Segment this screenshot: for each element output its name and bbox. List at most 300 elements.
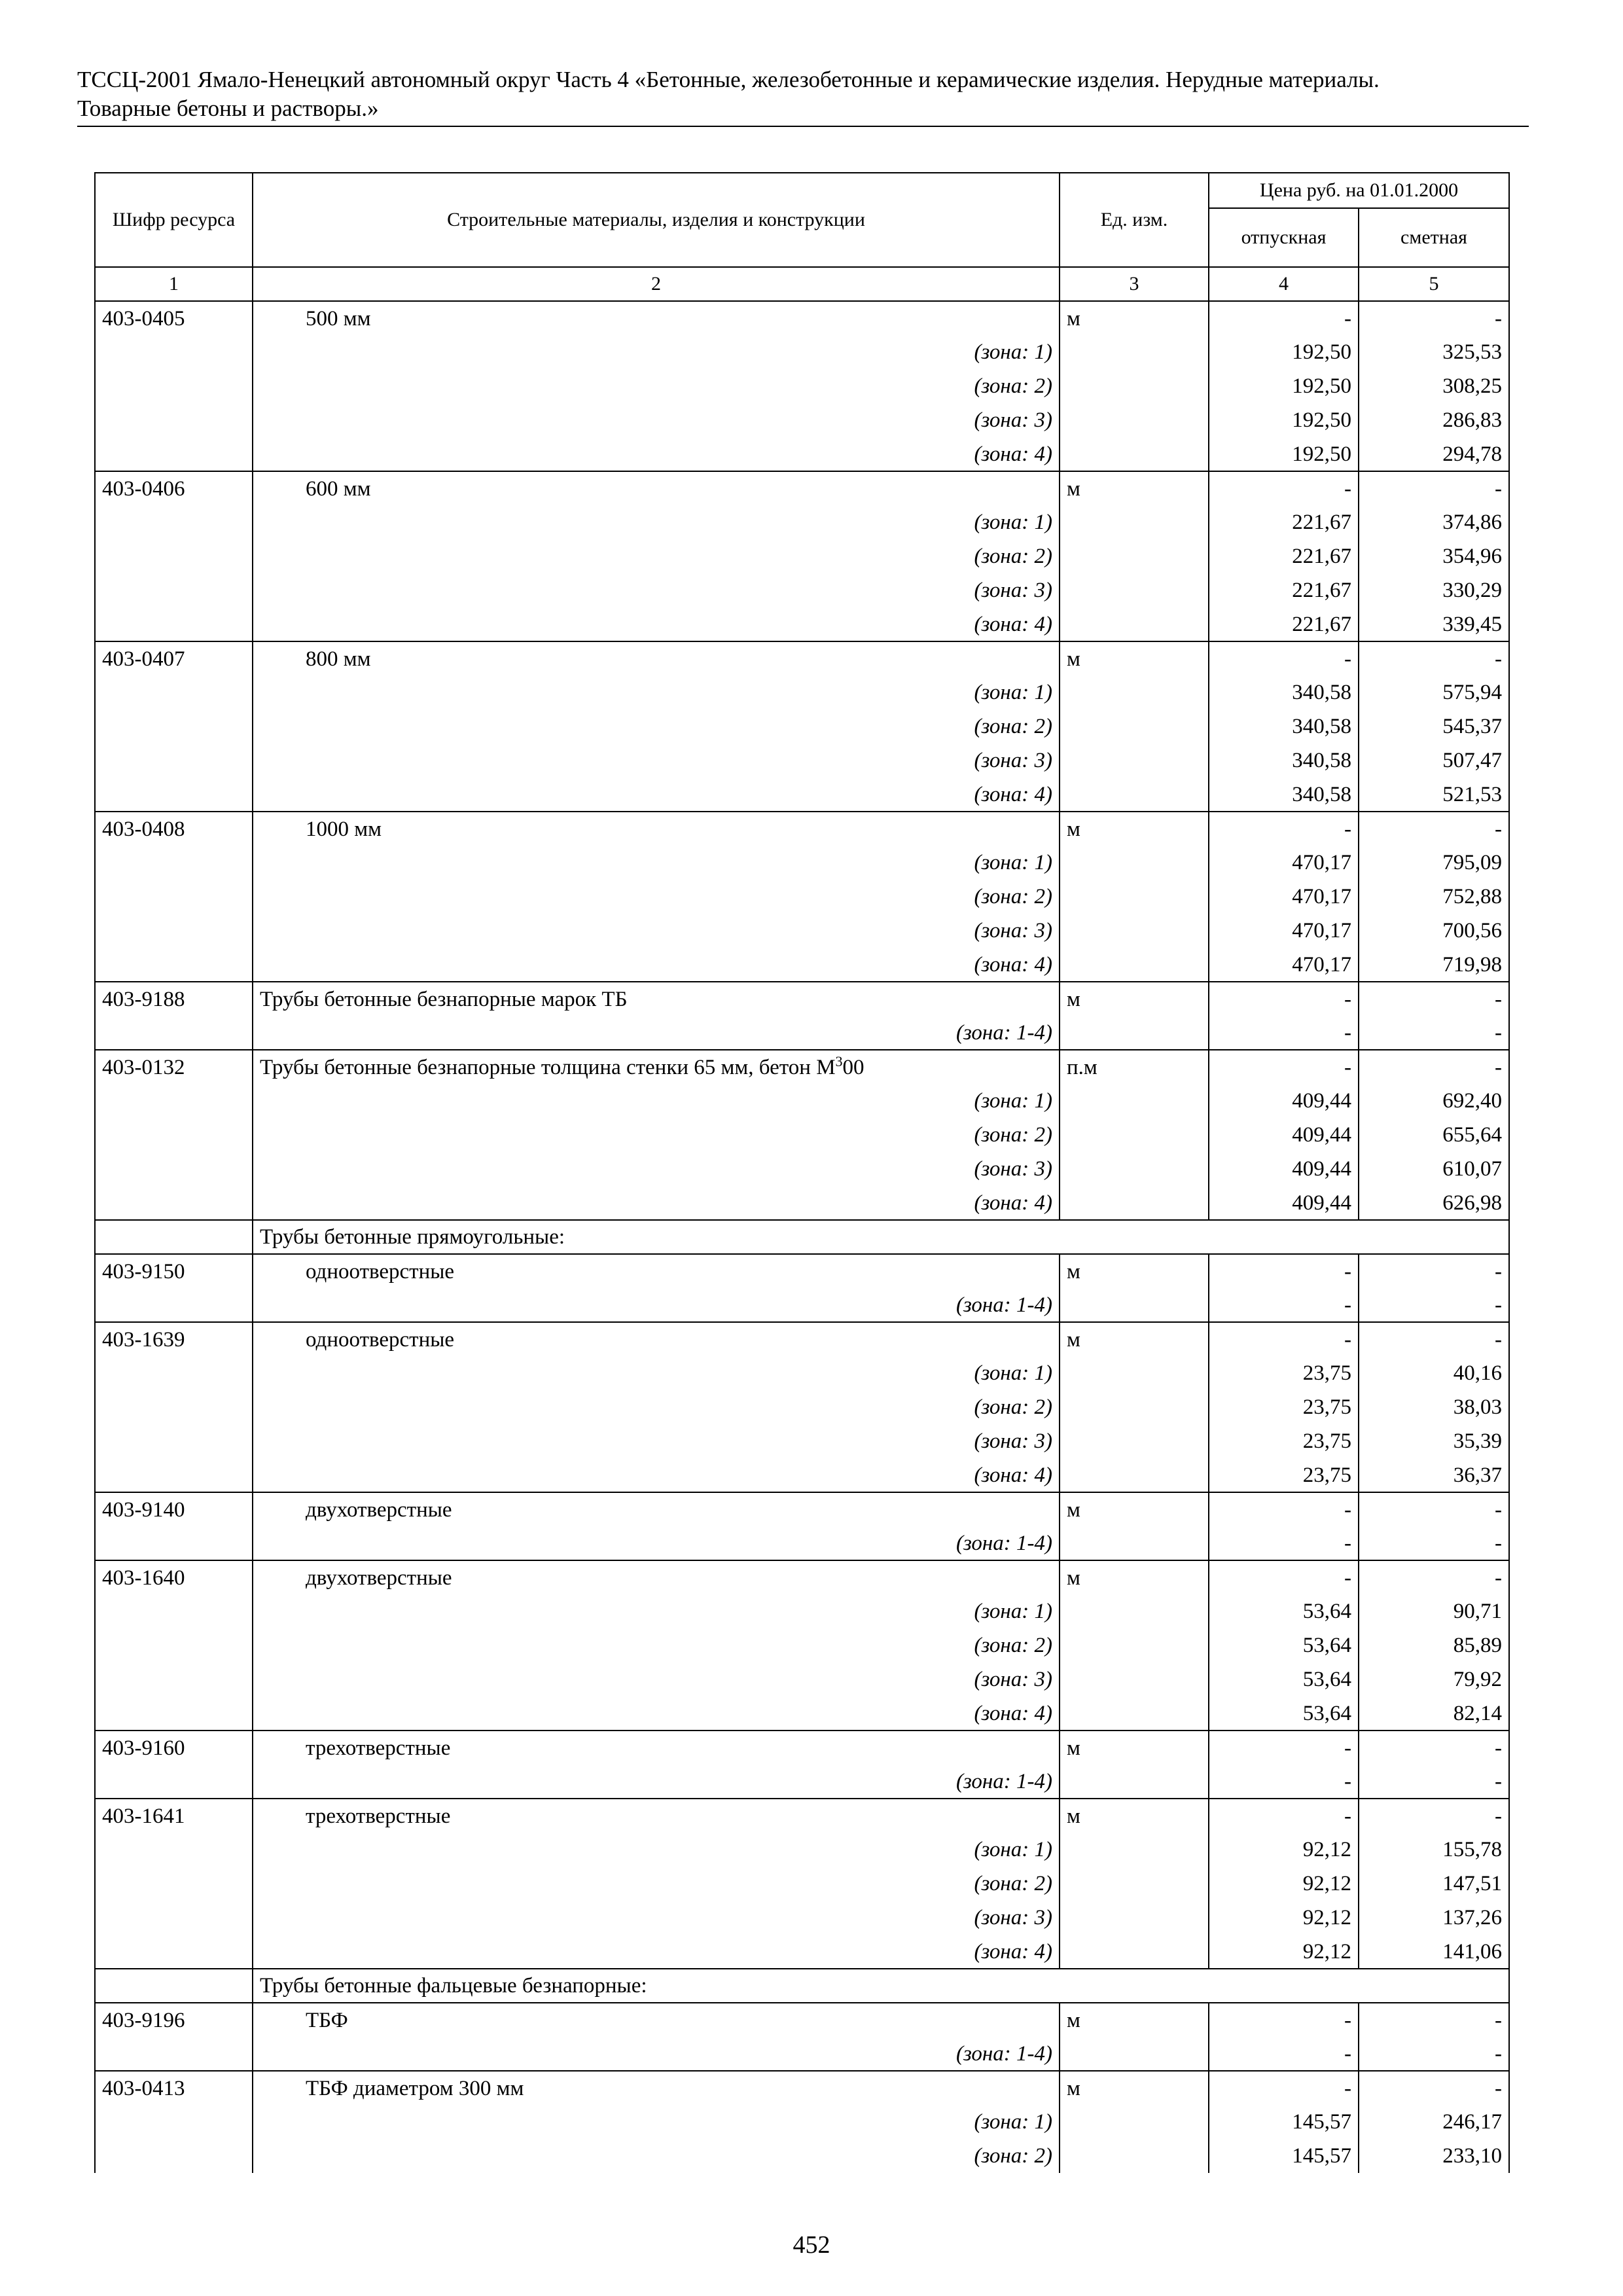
zone-label: (зона: 2)	[253, 1867, 1060, 1901]
price-estimate: 507,47	[1359, 744, 1509, 778]
price-release: 470,17	[1209, 948, 1359, 982]
resource-code	[95, 846, 253, 880]
price-estimate: -	[1359, 1492, 1509, 1526]
price-release: 192,50	[1209, 437, 1359, 471]
price-release: 340,58	[1209, 709, 1359, 744]
price-estimate: -	[1359, 1799, 1509, 1833]
price-release: -	[1209, 471, 1359, 505]
price-estimate: 610,07	[1359, 1152, 1509, 1186]
price-release: -	[1209, 1050, 1359, 1084]
zone-row	[95, 1152, 1509, 1186]
resource-code	[95, 1901, 253, 1935]
resource-code	[95, 675, 253, 709]
price-release: -	[1209, 1765, 1359, 1799]
zone-label: (зона: 2)	[253, 709, 1060, 744]
resource-code	[95, 403, 253, 437]
price-estimate: -	[1359, 1526, 1509, 1560]
resource-code: 403-0132	[95, 1050, 253, 1084]
zone-row	[95, 744, 1509, 778]
zone-label: (зона: 3)	[253, 914, 1060, 948]
price-estimate: 90,71	[1359, 1594, 1509, 1628]
col-header-price-release: отпускная	[1209, 208, 1359, 267]
price-release: 340,58	[1209, 744, 1359, 778]
unit-cell	[1060, 1696, 1209, 1731]
unit-cell	[1060, 505, 1209, 539]
resource-name-text: 600 мм	[306, 476, 371, 501]
resource-name-tail: 00	[842, 1055, 865, 1079]
resource-name	[253, 812, 1060, 846]
unit-cell	[1060, 1390, 1209, 1424]
price-release: 23,75	[1209, 1390, 1359, 1424]
resource-code: 403-0413	[95, 2071, 253, 2105]
table-body	[95, 301, 1509, 2173]
unit-cell	[1060, 744, 1209, 778]
price-release: -	[1209, 1492, 1359, 1526]
resource-code	[95, 1458, 253, 1492]
page-number: 452	[793, 2231, 830, 2259]
resource-name	[253, 1799, 1060, 1833]
price-estimate: -	[1359, 1560, 1509, 1594]
price-estimate: 79,92	[1359, 1662, 1509, 1696]
price-estimate: 246,17	[1359, 2105, 1509, 2139]
zone-label: (зона: 1-4)	[253, 2037, 1060, 2071]
price-estimate: -	[1359, 2071, 1509, 2105]
resource-name	[253, 2003, 1060, 2037]
price-estimate: 35,39	[1359, 1424, 1509, 1458]
zone-row	[95, 1628, 1509, 1662]
resource-code	[95, 505, 253, 539]
resource-code	[95, 1424, 253, 1458]
price-release: 409,44	[1209, 1118, 1359, 1152]
zone-row	[95, 403, 1509, 437]
price-estimate: -	[1359, 2037, 1509, 2071]
resource-code	[95, 2105, 253, 2139]
resource-code: 403-0408	[95, 812, 253, 846]
zone-row	[95, 2037, 1509, 2071]
unit-cell	[1060, 1152, 1209, 1186]
zone-row	[95, 1186, 1509, 1220]
unit-cell: м	[1060, 982, 1209, 1016]
price-estimate: 626,98	[1359, 1186, 1509, 1220]
price-estimate: -	[1359, 1322, 1509, 1356]
price-release: 221,67	[1209, 573, 1359, 607]
col-header-unit: Ед. изм.	[1060, 173, 1209, 267]
price-estimate: -	[1359, 471, 1509, 505]
price-release: -	[1209, 1016, 1359, 1050]
zone-label: (зона: 1-4)	[253, 1288, 1060, 1322]
section-title: Трубы бетонные прямоугольные:	[253, 1220, 1509, 1254]
zone-label: (зона: 3)	[253, 744, 1060, 778]
resource-name-text: одноотверстные	[306, 1259, 455, 1283]
zone-row	[95, 2139, 1509, 2173]
price-release: 221,67	[1209, 607, 1359, 641]
price-estimate: -	[1359, 1254, 1509, 1288]
unit-cell	[1060, 573, 1209, 607]
zone-label: (зона: 1)	[253, 1833, 1060, 1867]
resource-code	[95, 1696, 253, 1731]
zone-row	[95, 1662, 1509, 1696]
col-number-4: 4	[1209, 267, 1359, 301]
price-estimate: 700,56	[1359, 914, 1509, 948]
resource-name-text: двухотверстные	[306, 1498, 452, 1522]
resource-code	[95, 1016, 253, 1050]
zone-row	[95, 335, 1509, 369]
price-release: -	[1209, 2037, 1359, 2071]
resource-row	[95, 1050, 1509, 1084]
zone-row	[95, 948, 1509, 982]
zone-label: (зона: 3)	[253, 1424, 1060, 1458]
zone-label: (зона: 1)	[253, 675, 1060, 709]
resource-code: 403-0405	[95, 301, 253, 335]
resource-code	[95, 437, 253, 471]
zone-label: (зона: 1-4)	[253, 1016, 1060, 1050]
col-number-5: 5	[1359, 267, 1509, 301]
price-release: 92,12	[1209, 1867, 1359, 1901]
resource-code	[95, 744, 253, 778]
unit-cell: м	[1060, 641, 1209, 675]
price-estimate: 85,89	[1359, 1628, 1509, 1662]
resource-row	[95, 1492, 1509, 1526]
page-header	[77, 65, 1529, 127]
resource-code-cell	[95, 1220, 253, 1254]
price-estimate: 286,83	[1359, 403, 1509, 437]
unit-cell	[1060, 1526, 1209, 1560]
zone-label: (зона: 1-4)	[253, 1765, 1060, 1799]
resource-name	[253, 982, 1060, 1016]
resource-code: 403-9140	[95, 1492, 253, 1526]
resource-name	[253, 2071, 1060, 2105]
price-release: -	[1209, 982, 1359, 1016]
resource-name-text: ТБФ диаметром 300 мм	[306, 2076, 524, 2100]
unit-cell	[1060, 2105, 1209, 2139]
price-release: 470,17	[1209, 914, 1359, 948]
resource-name-text: ТБФ	[306, 2008, 348, 2032]
unit-cell: м	[1060, 1731, 1209, 1765]
unit-cell: м	[1060, 471, 1209, 505]
unit-cell	[1060, 1458, 1209, 1492]
zone-row	[95, 1833, 1509, 1867]
resource-code	[95, 778, 253, 812]
resource-code: 403-1641	[95, 1799, 253, 1833]
resource-code: 403-9196	[95, 2003, 253, 2037]
zone-label: (зона: 4)	[253, 778, 1060, 812]
unit-cell: м	[1060, 1799, 1209, 1833]
resource-code: 403-0406	[95, 471, 253, 505]
zone-row	[95, 505, 1509, 539]
resource-name	[253, 1731, 1060, 1765]
zone-label: (зона: 2)	[253, 369, 1060, 403]
price-release: -	[1209, 301, 1359, 335]
price-estimate: -	[1359, 812, 1509, 846]
price-release: 145,57	[1209, 2105, 1359, 2139]
resource-code-cell	[95, 1969, 253, 2003]
price-release: 92,12	[1209, 1833, 1359, 1867]
price-release: -	[1209, 641, 1359, 675]
resource-name	[253, 1254, 1060, 1288]
resource-row	[95, 812, 1509, 846]
unit-cell: м	[1060, 1560, 1209, 1594]
unit-cell	[1060, 1935, 1209, 1969]
resource-name	[253, 1492, 1060, 1526]
unit-cell	[1060, 1118, 1209, 1152]
col-header-price-group: Цена руб. на 01.01.2000	[1209, 173, 1509, 208]
resource-code	[95, 335, 253, 369]
price-estimate: 36,37	[1359, 1458, 1509, 1492]
price-estimate: 692,40	[1359, 1084, 1509, 1118]
resource-code	[95, 1765, 253, 1799]
zone-row	[95, 369, 1509, 403]
unit-cell	[1060, 1186, 1209, 1220]
col-number-3: 3	[1060, 267, 1209, 301]
unit-cell	[1060, 1628, 1209, 1662]
price-table	[94, 172, 1510, 2173]
resource-code	[95, 1152, 253, 1186]
zone-row	[95, 1867, 1509, 1901]
price-release: -	[1209, 1560, 1359, 1594]
zone-row	[95, 1356, 1509, 1390]
price-release: 23,75	[1209, 1458, 1359, 1492]
price-release: 221,67	[1209, 505, 1359, 539]
zone-row	[95, 1084, 1509, 1118]
resource-code	[95, 1118, 253, 1152]
zone-row	[95, 880, 1509, 914]
price-release: 192,50	[1209, 369, 1359, 403]
unit-cell	[1060, 846, 1209, 880]
price-release: 92,12	[1209, 1935, 1359, 1969]
unit-cell	[1060, 778, 1209, 812]
zone-label: (зона: 2)	[253, 1390, 1060, 1424]
resource-name-superscript: 3	[835, 1052, 843, 1069]
resource-row	[95, 2071, 1509, 2105]
price-release: 23,75	[1209, 1424, 1359, 1458]
price-release: -	[1209, 1799, 1359, 1833]
price-estimate: 325,53	[1359, 335, 1509, 369]
resource-name-text: двухотверстные	[306, 1566, 452, 1590]
unit-cell	[1060, 1765, 1209, 1799]
price-estimate: 719,98	[1359, 948, 1509, 982]
price-estimate: 752,88	[1359, 880, 1509, 914]
price-estimate: 354,96	[1359, 539, 1509, 573]
unit-cell	[1060, 369, 1209, 403]
resource-code	[95, 2139, 253, 2173]
unit-cell	[1060, 880, 1209, 914]
resource-row	[95, 982, 1509, 1016]
zone-label: (зона: 2)	[253, 880, 1060, 914]
zone-label: (зона: 1)	[253, 846, 1060, 880]
resource-row	[95, 1322, 1509, 1356]
price-estimate: 141,06	[1359, 1935, 1509, 1969]
zone-label: (зона: 4)	[253, 437, 1060, 471]
price-estimate: 40,16	[1359, 1356, 1509, 1390]
price-estimate: -	[1359, 1050, 1509, 1084]
price-release: 53,64	[1209, 1628, 1359, 1662]
resource-row	[95, 1560, 1509, 1594]
zone-row	[95, 675, 1509, 709]
resource-code	[95, 369, 253, 403]
resource-code	[95, 948, 253, 982]
zone-label: (зона: 3)	[253, 1662, 1060, 1696]
zone-row	[95, 2105, 1509, 2139]
resource-name	[253, 1322, 1060, 1356]
resource-code	[95, 1186, 253, 1220]
price-release: 92,12	[1209, 1901, 1359, 1935]
price-estimate: 294,78	[1359, 437, 1509, 471]
resource-row	[95, 301, 1509, 335]
zone-row	[95, 1118, 1509, 1152]
price-estimate: 374,86	[1359, 505, 1509, 539]
unit-cell	[1060, 1594, 1209, 1628]
zone-label: (зона: 4)	[253, 607, 1060, 641]
resource-code: 403-9160	[95, 1731, 253, 1765]
resource-name-text: трехотверстные	[306, 1804, 451, 1828]
resource-code	[95, 1867, 253, 1901]
zone-label: (зона: 1)	[253, 335, 1060, 369]
unit-cell: м	[1060, 2003, 1209, 2037]
unit-cell	[1060, 335, 1209, 369]
price-estimate: 155,78	[1359, 1833, 1509, 1867]
resource-code	[95, 914, 253, 948]
price-release: -	[1209, 1254, 1359, 1288]
zone-label: (зона: 4)	[253, 1458, 1060, 1492]
resource-name-text: 1000 мм	[306, 817, 382, 841]
price-release: 53,64	[1209, 1696, 1359, 1731]
unit-cell: м	[1060, 812, 1209, 846]
zone-label: (зона: 1)	[253, 1084, 1060, 1118]
col-header-code: Шифр ресурса	[95, 173, 253, 267]
price-estimate: 575,94	[1359, 675, 1509, 709]
resource-code: 403-0407	[95, 641, 253, 675]
price-release: -	[1209, 2003, 1359, 2037]
price-estimate: 795,09	[1359, 846, 1509, 880]
resource-code	[95, 1628, 253, 1662]
unit-cell	[1060, 1662, 1209, 1696]
resource-code: 403-1639	[95, 1322, 253, 1356]
col-number-2: 2	[253, 267, 1060, 301]
unit-cell	[1060, 2139, 1209, 2173]
price-release: -	[1209, 812, 1359, 846]
zone-row	[95, 1696, 1509, 1731]
zone-label: (зона: 4)	[253, 1696, 1060, 1731]
unit-cell	[1060, 1424, 1209, 1458]
price-release: 470,17	[1209, 846, 1359, 880]
resource-code: 403-9188	[95, 982, 253, 1016]
price-release: -	[1209, 1731, 1359, 1765]
price-release: 340,58	[1209, 675, 1359, 709]
price-estimate: 233,10	[1359, 2139, 1509, 2173]
price-release: 145,57	[1209, 2139, 1359, 2173]
price-release: -	[1209, 1322, 1359, 1356]
price-estimate: -	[1359, 1765, 1509, 1799]
resource-row	[95, 1731, 1509, 1765]
zone-row	[95, 1458, 1509, 1492]
price-release: 221,67	[1209, 539, 1359, 573]
price-estimate: 147,51	[1359, 1867, 1509, 1901]
price-estimate: -	[1359, 1731, 1509, 1765]
zone-label: (зона: 1)	[253, 505, 1060, 539]
resource-row	[95, 641, 1509, 675]
zone-row	[95, 1424, 1509, 1458]
col-number-1: 1	[95, 267, 253, 301]
price-estimate: -	[1359, 982, 1509, 1016]
price-release: 23,75	[1209, 1356, 1359, 1390]
price-estimate: -	[1359, 301, 1509, 335]
unit-cell	[1060, 1288, 1209, 1322]
unit-cell: м	[1060, 1322, 1209, 1356]
header-line-1: ТССЦ-2001 Ямало-Ненецкий автономный округ Часть 4 «Бетонные, железобетонные и керамические изделия. Нерудные материалы.	[77, 67, 1380, 92]
zone-row	[95, 1016, 1509, 1050]
resource-name-text: Трубы бетонные безнапорные толщина стенки 65 мм, бетон М	[260, 1055, 836, 1079]
price-estimate: 308,25	[1359, 369, 1509, 403]
unit-cell	[1060, 1016, 1209, 1050]
resource-code	[95, 709, 253, 744]
resource-row	[95, 1799, 1509, 1833]
unit-cell	[1060, 675, 1209, 709]
unit-cell	[1060, 1833, 1209, 1867]
zone-row	[95, 1526, 1509, 1560]
zone-row	[95, 1594, 1509, 1628]
resource-code	[95, 1084, 253, 1118]
price-estimate: -	[1359, 2003, 1509, 2037]
resource-code	[95, 880, 253, 914]
price-release: -	[1209, 1288, 1359, 1322]
unit-cell	[1060, 948, 1209, 982]
price-estimate: 339,45	[1359, 607, 1509, 641]
unit-cell: м	[1060, 1492, 1209, 1526]
zone-row	[95, 437, 1509, 471]
unit-cell	[1060, 607, 1209, 641]
zone-row	[95, 1288, 1509, 1322]
resource-code	[95, 1833, 253, 1867]
price-release: 409,44	[1209, 1084, 1359, 1118]
unit-cell	[1060, 2037, 1209, 2071]
zone-row	[95, 573, 1509, 607]
resource-code	[95, 1662, 253, 1696]
zone-row	[95, 778, 1509, 812]
resource-row	[95, 471, 1509, 505]
price-estimate: 82,14	[1359, 1696, 1509, 1731]
zone-label: (зона: 1)	[253, 2105, 1060, 2139]
zone-row	[95, 1901, 1509, 1935]
price-estimate: -	[1359, 1288, 1509, 1322]
resource-name	[253, 1050, 1060, 1084]
resource-code	[95, 1935, 253, 1969]
unit-cell	[1060, 539, 1209, 573]
resource-code	[95, 1390, 253, 1424]
price-release: 340,58	[1209, 778, 1359, 812]
resource-code: 403-1640	[95, 1560, 253, 1594]
price-release: 53,64	[1209, 1594, 1359, 1628]
price-estimate: 38,03	[1359, 1390, 1509, 1424]
price-estimate: 330,29	[1359, 573, 1509, 607]
price-release: 409,44	[1209, 1152, 1359, 1186]
zone-label: (зона: 1)	[253, 1356, 1060, 1390]
col-header-name: Строительные материалы, изделия и конструкции	[253, 173, 1060, 267]
zone-row	[95, 709, 1509, 744]
price-estimate: 137,26	[1359, 1901, 1509, 1935]
zone-label: (зона: 4)	[253, 948, 1060, 982]
zone-label: (зона: 2)	[253, 2139, 1060, 2173]
resource-name	[253, 301, 1060, 335]
zone-label: (зона: 2)	[253, 539, 1060, 573]
header-line-2: Товарные бетоны и растворы.»	[77, 96, 379, 121]
section-row	[95, 1969, 1509, 2003]
resource-code	[95, 1526, 253, 1560]
unit-cell	[1060, 1901, 1209, 1935]
resource-row	[95, 2003, 1509, 2037]
unit-cell	[1060, 1084, 1209, 1118]
zone-label: (зона: 4)	[253, 1186, 1060, 1220]
unit-cell: п.м	[1060, 1050, 1209, 1084]
